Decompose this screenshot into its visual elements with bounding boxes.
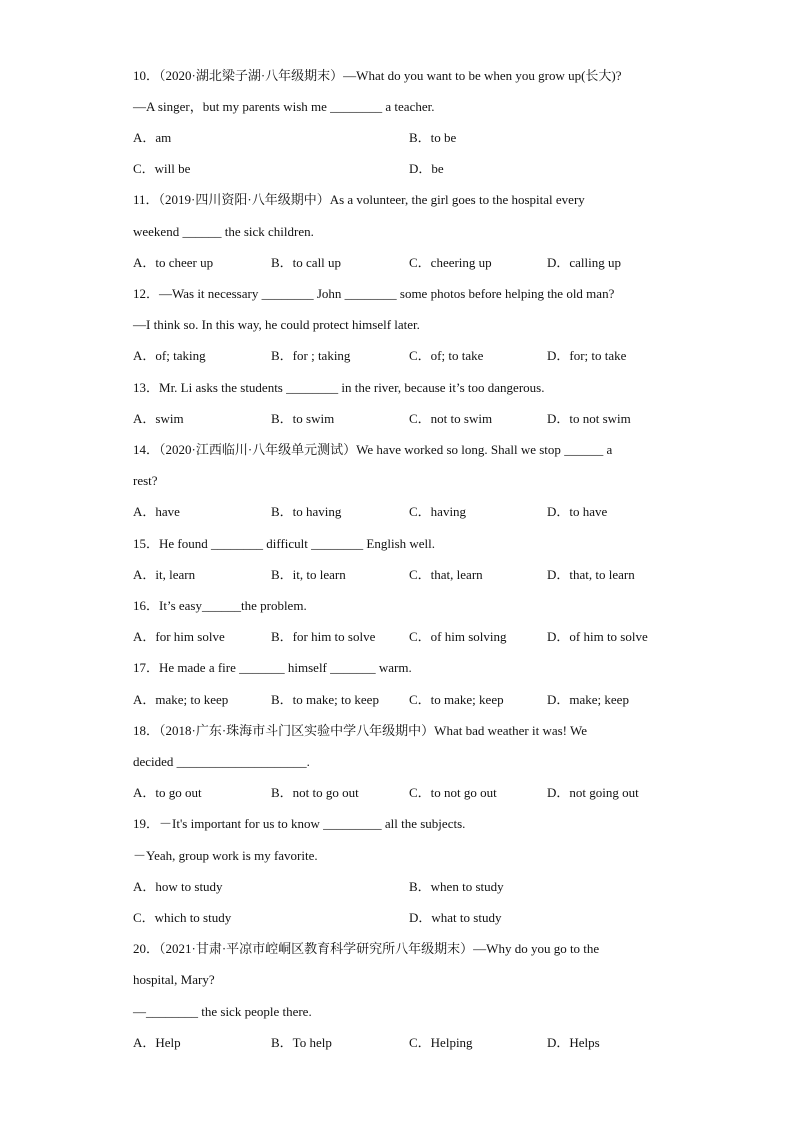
- option-b[interactable]: B．for ; taking: [271, 348, 351, 363]
- option-b[interactable]: B．To help: [271, 1035, 332, 1050]
- question-text: Mr. Li asks the students: [159, 380, 287, 395]
- option-b[interactable]: B．for him to solve: [271, 629, 376, 644]
- question-14-line-1: [133, 441, 612, 459]
- question-number: 15．: [133, 536, 160, 551]
- question-14-line-2: [133, 472, 158, 490]
- option-a[interactable]: A．am: [133, 130, 172, 145]
- option-a[interactable]: A．how to study: [133, 879, 223, 894]
- option-d[interactable]: D．make; keep: [547, 692, 629, 707]
- question-19-line-1: [133, 815, 465, 833]
- answer-blank: ____________________: [176, 754, 307, 769]
- answer-blank: _________: [323, 816, 382, 831]
- question-text: —A singer，but my parents wish me: [133, 99, 331, 114]
- question-20-line-2: [133, 971, 215, 989]
- question-number: 11．: [133, 192, 159, 207]
- question-20-line-1: [133, 940, 599, 958]
- option-c[interactable]: C．of; to take: [409, 348, 484, 363]
- option-a[interactable]: A．to go out: [133, 785, 202, 800]
- option-d[interactable]: D．Helps: [547, 1035, 600, 1050]
- question-number: 16．: [133, 598, 160, 613]
- option-c[interactable]: C．of him solving: [409, 629, 507, 644]
- question-text: rest?: [133, 473, 158, 488]
- option-c[interactable]: C．to not go out: [409, 785, 497, 800]
- answer-blank: ________: [146, 1004, 198, 1019]
- option-a[interactable]: A．of; taking: [133, 348, 206, 363]
- question-text: all the subjects.: [381, 816, 466, 831]
- option-b[interactable]: B．when to study: [409, 879, 504, 894]
- question-number: 20．: [133, 941, 160, 956]
- question-number: 14．: [133, 442, 160, 457]
- answer-blank: ______: [201, 598, 241, 613]
- option-b[interactable]: B．to swim: [271, 411, 335, 426]
- question-20-line-3: [133, 1003, 312, 1021]
- question-text: —Was it necessary: [159, 286, 262, 301]
- option-a[interactable]: A．to cheer up: [133, 255, 214, 270]
- option-c[interactable]: C．cheering up: [409, 255, 492, 270]
- option-b[interactable]: B．to call up: [271, 255, 342, 270]
- option-a[interactable]: A．swim: [133, 411, 184, 426]
- question-number: 13．: [133, 380, 160, 395]
- option-c[interactable]: C．to make; keep: [409, 692, 504, 707]
- question-text: （2018·广东·珠海市斗门区实验中学八年级期中）What bad weather it was! We: [159, 723, 588, 738]
- question-text: a teacher.: [382, 99, 435, 114]
- question-12-line-2: [133, 316, 420, 334]
- question-text: （2019·四川资阳·八年级期中）As a volunteer, the girl goes to the hospital every: [158, 192, 585, 207]
- question-text: －Yeah, group work is my favorite.: [133, 848, 318, 863]
- question-15-line-1: [133, 535, 435, 553]
- question-text: （2021·甘肃·平凉市崆峒区教育科学研究所八年级期末）—Why do you go to the: [159, 941, 600, 956]
- option-b[interactable]: B．to having: [271, 504, 342, 519]
- question-text: difficult ________ English well.: [263, 536, 436, 551]
- question-text: —I think so. In this way, he could protect himself later.: [133, 317, 420, 332]
- option-d[interactable]: D．be: [409, 161, 444, 176]
- question-number: 18．: [133, 723, 160, 738]
- option-b[interactable]: B．to make; to keep: [271, 692, 379, 707]
- option-b[interactable]: B．to be: [409, 130, 457, 145]
- question-number: 17．: [133, 660, 160, 675]
- question-12-line-1: [133, 285, 614, 303]
- question-text: He made a fire: [159, 660, 240, 675]
- question-number: 10．: [133, 68, 160, 83]
- option-a[interactable]: A．Help: [133, 1035, 181, 1050]
- question-10-line-1: [133, 67, 622, 85]
- question-text: －It's important for us to know: [159, 816, 324, 831]
- question-number: 12．: [133, 286, 160, 301]
- option-a[interactable]: A．have: [133, 504, 180, 519]
- question-text: in the river, because it’s too dangerous.: [338, 380, 545, 395]
- option-c[interactable]: C．Helping: [409, 1035, 473, 1050]
- option-d[interactable]: D．that, to learn: [547, 567, 635, 582]
- question-text: himself _______ warm.: [284, 660, 412, 675]
- question-text: John ________ some photos before helping the old man?: [313, 286, 615, 301]
- option-d[interactable]: D．not going out: [547, 785, 639, 800]
- option-d[interactable]: D．to not swim: [547, 411, 631, 426]
- question-text: the problem.: [240, 598, 307, 613]
- answer-blank: ________: [211, 536, 264, 551]
- option-a[interactable]: A．it, learn: [133, 567, 196, 582]
- question-text: the sick people there.: [198, 1004, 312, 1019]
- option-b[interactable]: B．it, to learn: [271, 567, 346, 582]
- option-a[interactable]: A．for him solve: [133, 629, 225, 644]
- option-b[interactable]: B．not to go out: [271, 785, 359, 800]
- question-text: —: [133, 1004, 146, 1019]
- question-number: 19．: [133, 816, 160, 831]
- answer-blank: ______: [182, 224, 222, 239]
- question-16-line-1: [133, 597, 307, 615]
- option-d[interactable]: D．calling up: [547, 255, 622, 270]
- option-a[interactable]: A．make; to keep: [133, 692, 229, 707]
- question-text: hospital, Mary?: [133, 972, 215, 987]
- answer-blank: ________: [286, 380, 339, 395]
- option-d[interactable]: D．to have: [547, 504, 608, 519]
- question-18-line-2: [133, 753, 310, 771]
- answer-blank: _______: [239, 660, 285, 675]
- answer-blank: ________: [261, 286, 314, 301]
- question-text: decided: [133, 754, 177, 769]
- question-text: a: [603, 442, 613, 457]
- option-d[interactable]: D．of him to solve: [547, 629, 648, 644]
- question-text: .: [306, 754, 310, 769]
- option-d[interactable]: D．what to study: [409, 910, 502, 925]
- question-text: （2020·江西临川·八年级单元测试）We have worked so long. Shall we stop: [159, 442, 565, 457]
- answer-blank: ________: [330, 99, 383, 114]
- question-11-line-2: [133, 223, 314, 241]
- question-text: the sick children.: [221, 224, 314, 239]
- question-text: It’s easy: [159, 598, 202, 613]
- question-11-line-1: [133, 191, 585, 209]
- question-18-line-1: [133, 722, 587, 740]
- question-19-line-2: [133, 847, 318, 865]
- option-c[interactable]: C．will be: [133, 161, 191, 176]
- question-13-line-1: [133, 379, 544, 397]
- option-c[interactable]: C．not to swim: [409, 411, 493, 426]
- question-text: weekend: [133, 224, 183, 239]
- question-10-line-2: [133, 98, 434, 116]
- answer-blank: ______: [564, 442, 604, 457]
- option-c[interactable]: C．having: [409, 504, 467, 519]
- option-c[interactable]: C．which to study: [133, 910, 232, 925]
- option-c[interactable]: C．that, learn: [409, 567, 483, 582]
- option-d[interactable]: D．for; to take: [547, 348, 627, 363]
- question-text: He found: [159, 536, 212, 551]
- question-17-line-1: [133, 659, 412, 677]
- question-text: （2020·湖北梁子湖·八年级期末）—What do you want to be when you grow up(长大)?: [159, 68, 622, 83]
